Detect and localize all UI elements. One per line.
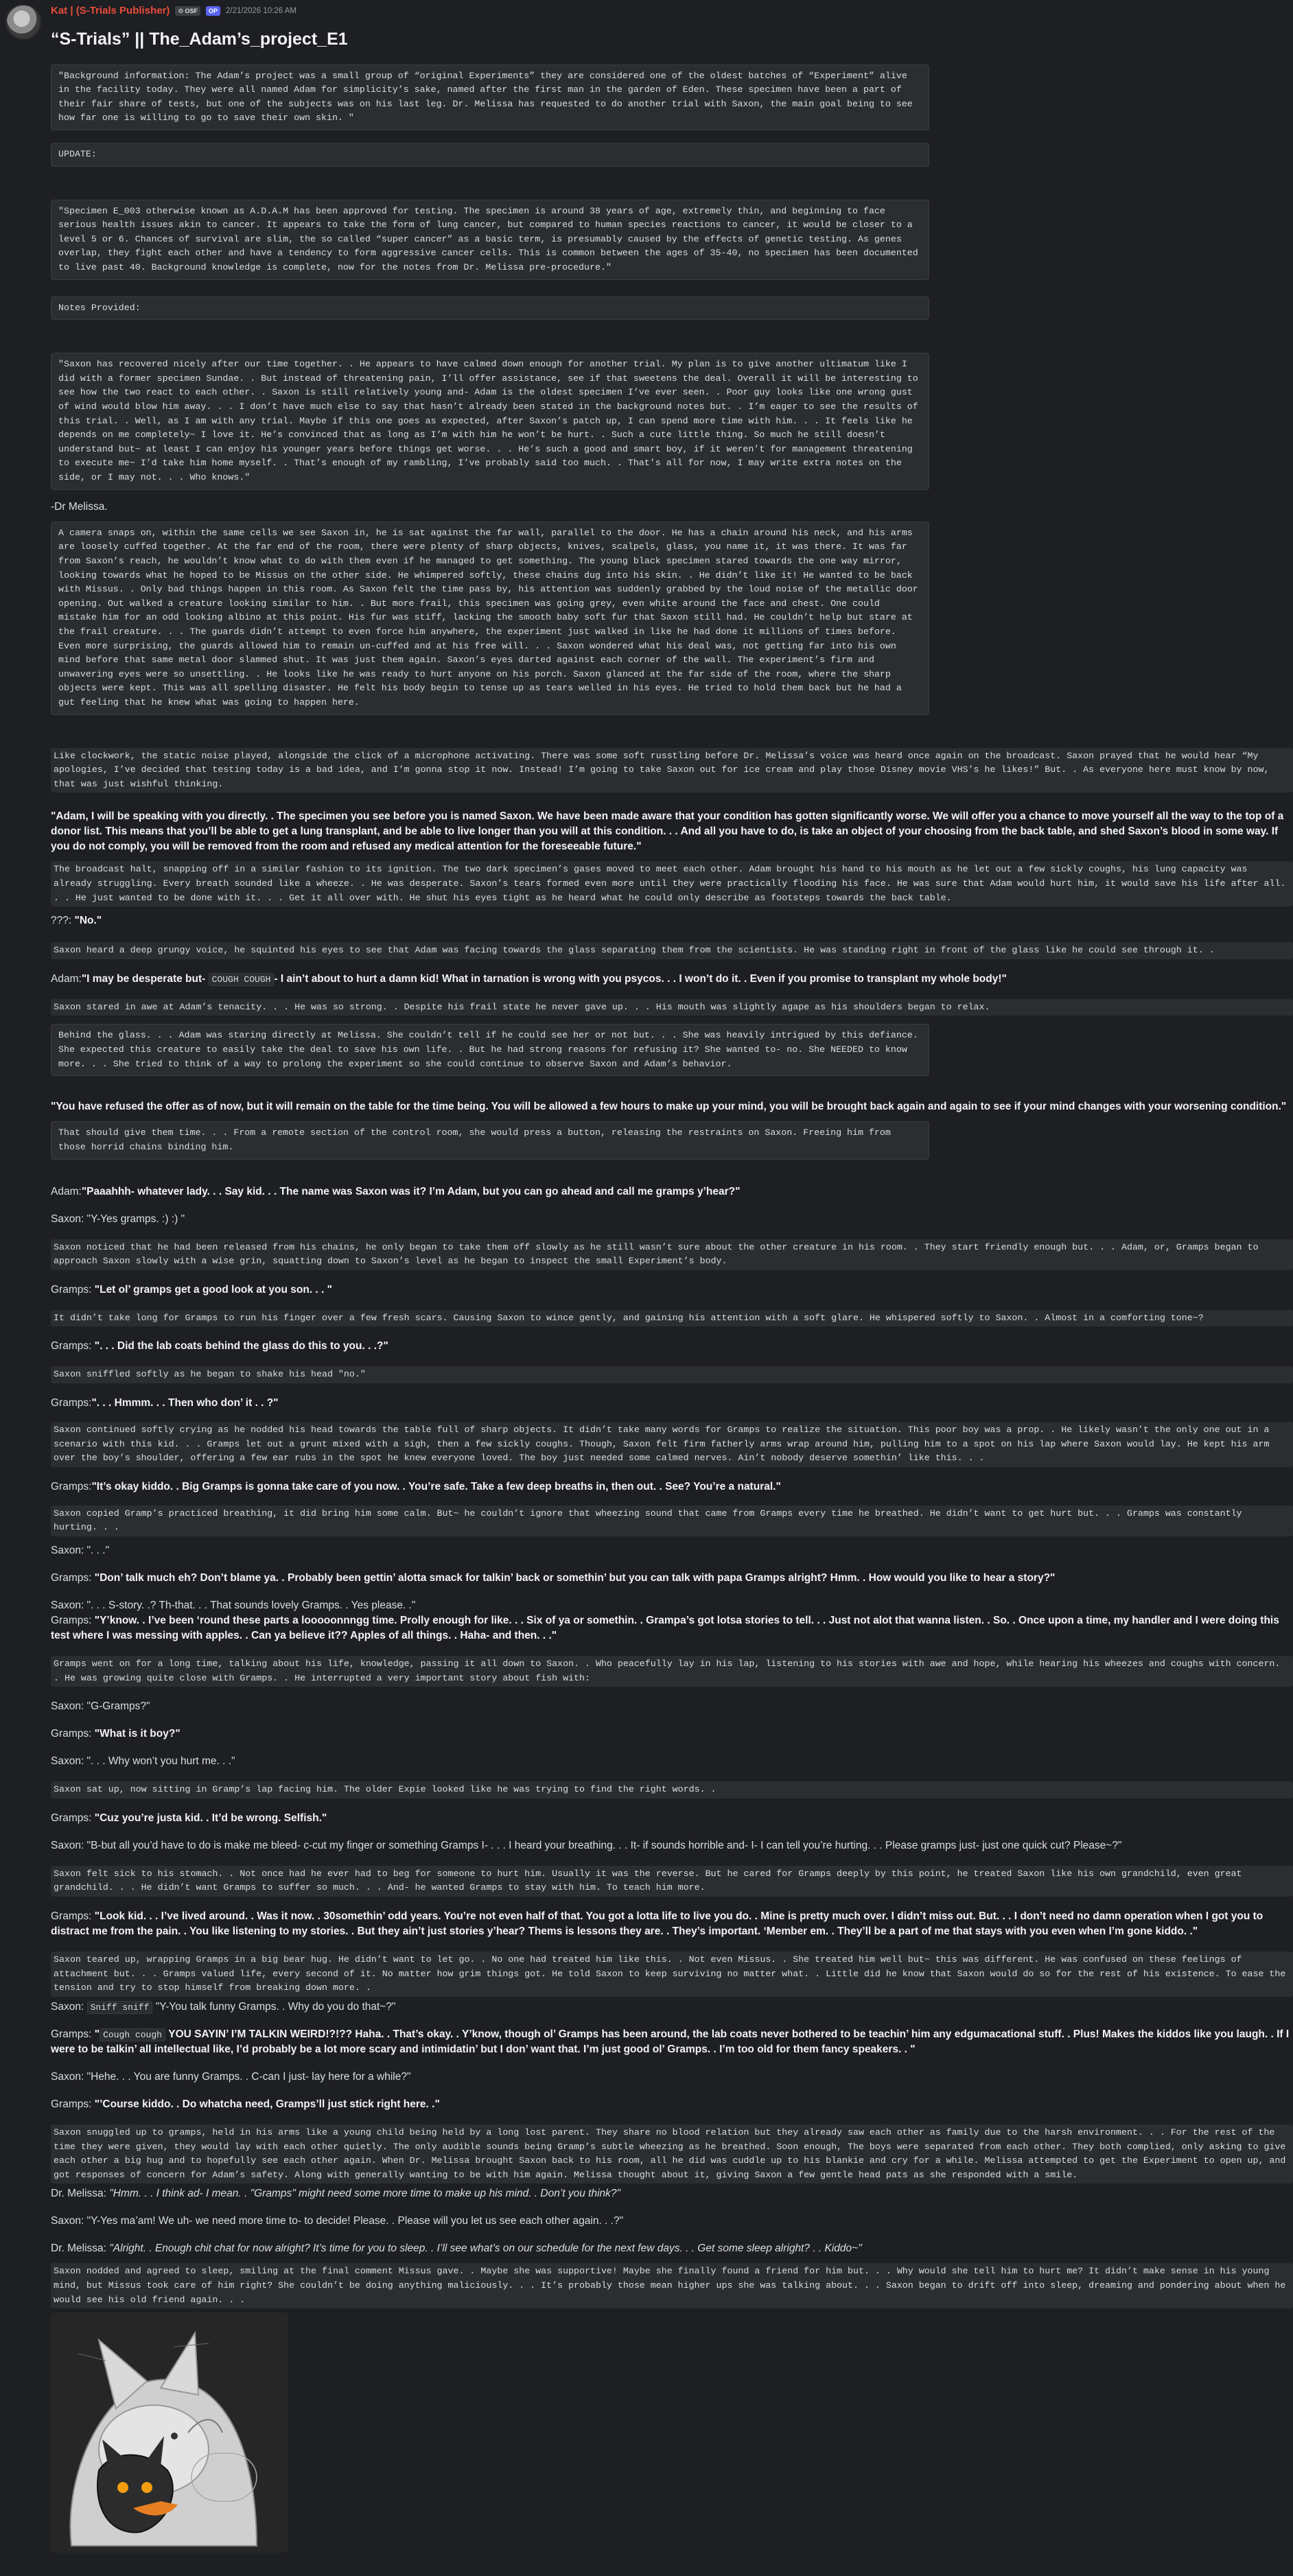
- broadcast-line: "Adam, I will be speaking with you directly. . The specimen you see before you is named Saxon. We have been made aware that your condition has gotten significantly worse. We will offer you a chance to move yourself all the way to the top of a donor list. This means that you’ll be able to get a lung transplant, and be able to live longer than you will at this condition. . . And all you have to do, is take an object of your choosing from the back table, and shed Saxon’s blood in some way. If you do not comply, you will be removed from the room and refused any medical attention for the foreseeable future.": [51, 810, 1284, 853]
- narration-line: Saxon copied Gramp’s practiced breathing, it did bring him some calm. But~ he couldn’t ignore that wheezing sound that came from Gramps every time he breathed. He didn’t want to get hurt but. . . Gramps was constantly hurting. . .: [51, 1506, 1293, 1536]
- dialogue-line: Gramps: "Cuz you’re justa kid. . It’d be wrong. Selfish.": [51, 1812, 327, 1824]
- code-block: Notes Provided:: [51, 296, 929, 320]
- post-title: “S-Trials” || The_Adam’s_project_E1: [51, 30, 348, 49]
- narration-line: Saxon heard a deep grungy voice, he squinted his eyes to see that Adam was facing towards the glass separating them from the scientists. He was standing right in front of the glass like he could see through it. .: [51, 942, 1293, 959]
- timestamp: 2/21/2026 10:26 AM: [226, 6, 296, 15]
- inline-code: Sniff sniff: [87, 2001, 153, 2014]
- narration-line: Saxon snuggled up to gramps, held in his arms like a young child being held by a long lost parent. They share no blood relation but they already saw each other as family due to the harsh environment. . . For the rest of the time they were given, they would lay with each other quietly. The only audible sounds being Gramp’s subtle wheezing as he breathed. Soon enough, The boys were separated from each other. They both complied, only asking to give each other a big hug and to hopefully see each other again. When Dr. Melissa brought Saxon back to his room, all he did was cuddle up to his blankie and cry for a while. Melissa attempted to get the Experiment to open up, and got responses of concern for Adam’s safety. Along with generally wanting to be with him again. Melissa thought about it, giving Saxon a few gentle head pats as she responded with a smile.: [51, 2124, 1293, 2183]
- dialogue-line: Gramps: " Cough cough YOU SAYIN’ I’M TALKIN WEIRD!?!?? Haha. . That’s okay. . Y’know, though ol’ Gramps has been around, the lab coats never bothered to be teachin’ him any edgumacational stuff. . Plus! Makes the kiddos like you laugh. . If I were to be talkin’ all intellectual like, I’d probably be a lot more scary and intimidatin’ but I don’ want that. I’m just good ol’ Gramps. . I’m too old for them fancy speakers. . ": [51, 2028, 1290, 2055]
- dialogue-line: Saxon: "Y-Yes gramps. :) :) ": [51, 1213, 185, 1225]
- narration-line: Like clockwork, the static noise played, alongside the click of a microphone activating. There was some soft russtling before Dr. Melissa’s voice was heard once again on the broadcast. Saxon prayed that he would hear “My apologies, I’ve decided that testing today is a bad idea, and I’m gonna stop it now. Instead! I’m going to take Saxon out for ice cream and play those Disney movie VHS’s he likes!” But. . As everyone here must know by now, that was just wishful thinking.: [51, 748, 1293, 793]
- dialogue-line: Saxon: "Y-Yes ma’am! We uh- we need more time to- to decide! Please. . Please will you let us see each other again. . .?": [51, 2215, 624, 2227]
- narration-line: It didn’t take long for Gramps to run his finger over a few fresh scars. Causing Saxon to wince gently, and gaining his attention with a soft glare. He whispered softly to Saxon. . Almost in a comforting tone~?: [51, 1310, 1293, 1327]
- narration-line: Saxon stared in awe at Adam’s tenacity. . . He was so strong. . Despite his frail state he never gave up. . . His mouth was slightly agape as his shoulders began to relax.: [51, 999, 1293, 1016]
- dialogue-line: Gramps: "Y’know. . I’ve been ‘round these parts a looooonnngg time. Prolly enough for like. . . Six of ya or somethin. . Grampa’s got lotsa stories to tell. . . Just not alot that wanna listen. . So. . Once upon a time, my handler and I were doing this test where I was messing with apples. . Can ya believe it?? Apples of all things. . Haha- and then. . .": [51, 1615, 1279, 1642]
- narration-line: Saxon teared up, wrapping Gramps in a big bear hug. He didn’t want to let go. . No one had treated him like this. . Not even Missus. . She treated him well but~ this was different. He was confused on these feelings of attachment but. . . Gramps valued life, every second of it. No matter how grim things got. He told Saxon to keep surviving no matter what. . Little did he know that Saxon would do so for the rest of his existence. To ease the tension and try to stop himself from breaking down more. .: [51, 1952, 1293, 1997]
- narration-line: Saxon nodded and agreed to sleep, smiling at the final comment Missus gave. . Maybe she was supportive! Maybe she finally found a friend for him but. . . Why would she tell him to hurt me? It didn’t make sense in his young mind, but Missus took care of him right? She couldn’t be doing anything maliciously. . . It’s probably those mean higher ups she was talking about. . . Saxon began to drift off into sleep, dreaming and pondering about when he would see his old friend again. . .: [51, 2263, 1293, 2308]
- message-header: [51, 4, 1277, 18]
- inline-code: Cough cough: [100, 2028, 165, 2041]
- narration-line: The broadcast halt, snapping off in a similar fashion to its ignition. The two dark specimen’s gases moved to meet each other. Adam brought his hand to his mouth as he let out a few sickly coughs, his lung capacity was already struggling. Every breath sounded like a wheeze. . He was desperate. Saxon’s tears formed even more until they were practically flooding his face. He was sure that Adam would hurt him, it would save his life after all. . . He just wanted to be done with it. . . Get it all over with. He shut his eyes tight as he heard what he could only describe as footsteps towards the back table.: [51, 861, 1293, 906]
- dialogue-line: Adam:"I may be desperate but- COUGH COUGH - I ain’t about to hurt a damn kid! What in tarnation is wrong with you psycos. . . I won’t do it. . Even if you promise to transplant my whole body!": [51, 972, 1007, 985]
- code-block: Behind the glass. . . Adam was staring directly at Melissa. She couldn’t tell if he could see her or not but. . . She was heavily intrigued by this defiance. She expected this creature to easily take the deal to save his own life. . But he had strong reasons for refusing it? She wanted to- no. She NEEDED to know more. . . She tried to think of a way to prolong the experiment so she could continue to observe Saxon and Adam’s behavior.: [51, 1024, 929, 1076]
- narration-line: Saxon continued softly crying as he nodded his head towards the table full of sharp objects. It didn’t take many words for Gramps to realize the situation. This poor boy was a prop. . He likely wasn’t the only one out in a scenario with this kid. . . Gramps let out a grunt mixed with a sigh, then a few sickly coughs. Though, Saxon felt firm fatherly arms wrap around him, pulling him to a spot on his lap where Saxon would lay. He kept his arm over the boy’s shoulder, offering a few ear rubs in the spot he knew everyone loved. The boy just needed some calmed nerves. Ain’t nobody deserve somethin’ like this. . .: [51, 1422, 1293, 1467]
- narration-line: Saxon sat up, now sitting in Gramp’s lap facing him. The older Expie looked like he was trying to find the right words. .: [51, 1781, 1293, 1799]
- dialogue-line: Gramps: "Don’ talk much eh? Don’t blame ya. . Probably been gettin’ alotta smack for talkin’ back or somethin’ but you can talk with papa Gramps alright? Hmm. . How would you like to hear a story?": [51, 1572, 1056, 1584]
- dialogue-line: ???: "No.": [51, 915, 102, 927]
- dialogue-line: Saxon: "G-Gramps?": [51, 1700, 150, 1713]
- dialogue-line: Gramps: "Let ol’ gramps get a good look at you son. . . ": [51, 1283, 333, 1296]
- dialogue-line: Dr. Melissa: "Alright. . Enough chit chat for now alright? It’s time for you to sleep. . I’ll see what’s on our schedule for the next few days. . . Get some sleep alright? . . Kiddo~": [51, 2243, 862, 2255]
- author-avatar[interactable]: [5, 4, 41, 40]
- inline-code: COUGH COUGH: [209, 973, 275, 986]
- narration-line: Saxon felt sick to his stomach. . Not once had he ever had to beg for someone to hurt him. Usually it was the reverse. But he cared for Gramps deeply by this point, he treated Saxon like his own grandchild, even great grandchild. . . He didn’t want Gramps to suffer so much. . . And- he wanted Gramps to stay with him. To teach him more.: [51, 1866, 1293, 1897]
- narration-line: Saxon sniffled softly as he began to shake his head "no.": [51, 1366, 1293, 1383]
- author-name[interactable]: Kat | (S-Trials Publisher): [51, 5, 170, 17]
- code-block: "Specimen E_003 otherwise known as A.D.A.M has been approved for testing. The specimen is around 38 years of age, extremely thin, and beginning to face serious health issues akin to cancer. It appears to take the form of lung cancer, but compared to human species reactions to cancer, it would be closer to a level 5 or 6. Chances of survival are slim, the so called “super cancer” as a basic term, is presumably caused by the effects of genetic testing. As genes overlap, they fight each other and have a tendency to form aggressive cancer cells. This is common between the ages of 35-40, no specimen has been documented to live past 40. Background knowledge is complete, now for the notes from Dr. Melissa pre-procedure.": [51, 200, 929, 280]
- code-block: "Saxon has recovered nicely after our time together. . He appears to have calmed down enough for another trial. My plan is to give another ultimatum like I did with a former specimen Sundae. . But instead of threatening pain, I’ll offer assistance, see if that sweetens the deal. Overall it will be interesting to see how the two react to each other. . Saxon is still relatively young and- Adam is the oldest specimen I’ve ever seen. . Poor guy looks like one wrong gust of wind would blow him away. . . I don’t have much else to say that hasn’t already been stated in the background notes but. . I’m eager to see the results of this trial. . Well, as I am with any trial. Maybe if this one goes as expected, after Saxon’s patch up, I can spend more time with him. . . It feels like he depends on me completely~ I love it. He’s convinced that as long as I’m with him he won’t be hurt. . Such a cute little thing. So much he still doesn’t understand but~ at least I can enjoy his younger years before things get worse. . . He’s such a good and smart boy, if it weren’t for management threatening to execute me~ I’d take him home myself. . That’s enough of my rambling, I’ve probably said too much. . That’s all for now, I may write extra notes on the side, or I may not. . . Who knows.": [51, 353, 929, 489]
- dialogue-line: Saxon: Sniff sniff "Y-You talk funny Gramps. . Why do you do that~?": [51, 2000, 396, 2013]
- dialogue-line: Dr. Melissa: "Hmm. . . I think ad- I mean. . "Gramps" might need some more time to make up his mind. . Don’t you think?": [51, 2188, 621, 2200]
- narration-line: Saxon noticed that he had been released from his chains, he only began to take them off slowly as he still wasn’t sure about the other creature in his room. . They start friendly enough but. . . Adam, or, Gramps began to approach Saxon slowly with a wise grin, squatting down to Saxon’s level as he began to inspect the small Experiment’s body.: [51, 1239, 1293, 1270]
- dialogue-line: Saxon: "Hehe. . . You are funny Gramps. . C-can I just- lay here for a while?": [51, 2070, 411, 2083]
- dialogue-line: Gramps: "’Course kiddo. . Do whatcha need, Gramps’ll just stick right here. .": [51, 2098, 440, 2110]
- gear-icon: ⚙: [178, 7, 184, 14]
- dialogue-line: Saxon: ". . . S-story. .? Th-that. . . That sounds lovely Gramps. . Yes please. .": [51, 1600, 416, 1612]
- dialogue-line: Adam:"Paaahhh- whatever lady. . . Say kid. . . The name was Saxon was it? I’m Adam, but you can go ahead and call me gramps y’hear?": [51, 1185, 741, 1197]
- dialogue-line: Gramps:". . . Hmmm. . . Then who don’ it . . ?": [51, 1396, 279, 1409]
- dialogue-line: Gramps: "Look kid. . . I’ve lived around. . Was it now. . 30somethin’ odd years. You’re not even half of that. You got a lotta life to live you do. . Mine is pretty much over. I didn’t miss out. But. . . I don’t need no damn operation when I got you to distract me from the pain. . You like listening to my stories. . But they ain’t just stories y’hear? Thems is lessons they are. . They’s important. ‘Member em. . They’ll be a part of me that stays with you even when I’m gone kiddo. .": [51, 1910, 1263, 1938]
- sketch-illustration: [51, 2312, 288, 2553]
- dialogue-line: Gramps:"It’s okay kiddo. . Big Gramps is gonna take care of you now. . You’re safe. Take a few deep breaths in, then out. . See? You’re a natural.": [51, 1480, 781, 1492]
- narration-line: Gramps went on for a long time, talking about his life, knowledge, passing it all down to Saxon. . Who peacefully lay in his lap, listening to his stories with awe and hope, while hearing his wheezes and coughs with concern. . He was growing quite close with Gramps. . He interrupted a very important story about fish with:: [51, 1656, 1293, 1687]
- image-attachment[interactable]: [51, 2312, 288, 2553]
- dialogue-line: Gramps: "What is it boy?": [51, 1728, 180, 1740]
- broadcast-line: "You have refused the offer as of now, but it will remain on the table for the time being. You will be allowed a few hours to make up your mind, you will be brought back again and again to see if your mind changes with your worsening condition.": [51, 1101, 1287, 1113]
- code-block: UPDATE:: [51, 143, 929, 167]
- dialogue-line: Saxon: "B-but all you’d have to do is make me bleed- c-cut my finger or something Gramps I- . . . I heard your breathing. . . It- if sounds horrible and- I- I can tell you’re hurting. . . Please gramps just- just one quick cut? Please~?": [51, 1839, 1122, 1851]
- osf-badge: ⚙ OSF: [175, 6, 200, 16]
- signature-line: -Dr Melissa.: [51, 500, 108, 513]
- code-block: A camera snaps on, within the same cells we see Saxon in, he is sat against the far wall, parallel to the door. He has a chain around his neck, and his arms are loosely cuffed together. At the far end of the room, there were plenty of sharp objects, knives, scalpels, glass, you name it, it was there. It was far from Saxon’s reach, he wouldn’t know what to do with them even if he managed to get something. The young black specimen stared towards the one way mirror, looking towards what he hoped to be Missus on the other side. He whimpered softly, these chains dug into his skin. . He didn’t like it! He wanted to be back with Missus. . Only bad things happen in this room. As Saxon felt the time pass by, his attention was suddenly grabbed by the loud noise of the metallic door opening. Out walked a creature looking similar to him. . But more frail, this specimen was going grey, even white around the face and chest. One could mistake him for an odd looking albino at this point. His fur was stiff, lacking the smooth baby soft fur that Saxon still had. He couldn’t help but stare at the frail creature. . . The guards didn’t attempt to even force him anywhere, the experiment just walked in like he had done it millions of times before. Even more surprising, the guards allowed him to remain un-cuffed and at his free will. . . Saxon wondered what his deal was, not getting far into his own mind before that same metal door slammed shut. It was just them again. Saxon’s eyes darted against each corner of the wall. The experiment’s firm and unwavering eyes were so unsettling. . He looks like he was ready to hurt anyone on his porch. Saxon glanced at the far side of the room, where the sharp objects were kept. This was all spelling disaster. He felt his body begin to tense up as tears welled in his eyes. He tried to hold them back but he had a gut feeling that he knew what was going to happen here.: [51, 522, 929, 715]
- dialogue-line: Saxon: ". . . Why won’t you hurt me. . .": [51, 1755, 235, 1768]
- code-block: "Background information: The Adam’s project was a small group of “original Experiments” they are considered one of the oldest batches of “Experiment” alive in the facility today. They were all named Adam for simplicity’s sake, named after the first man in the garden of Eden. These specimen have been a part of their fair share of tests, but one of the subjects was on his last leg. Dr. Melissa has requested to do another trial with Saxon, the main goal being to see how far one is willing to go to save their own skin. ": [51, 65, 929, 130]
- dialogue-line: Gramps: ". . . Did the lab coats behind the glass do this to you. . .?": [51, 1340, 388, 1353]
- dialogue-line: Saxon: ". . .": [51, 1545, 110, 1557]
- code-block: That should give them time. . . From a remote section of the control room, she would press a button, releasing the restraints on Saxon. Freeing him from those horrid chains binding him.: [51, 1121, 929, 1159]
- op-badge: OP: [206, 6, 220, 16]
